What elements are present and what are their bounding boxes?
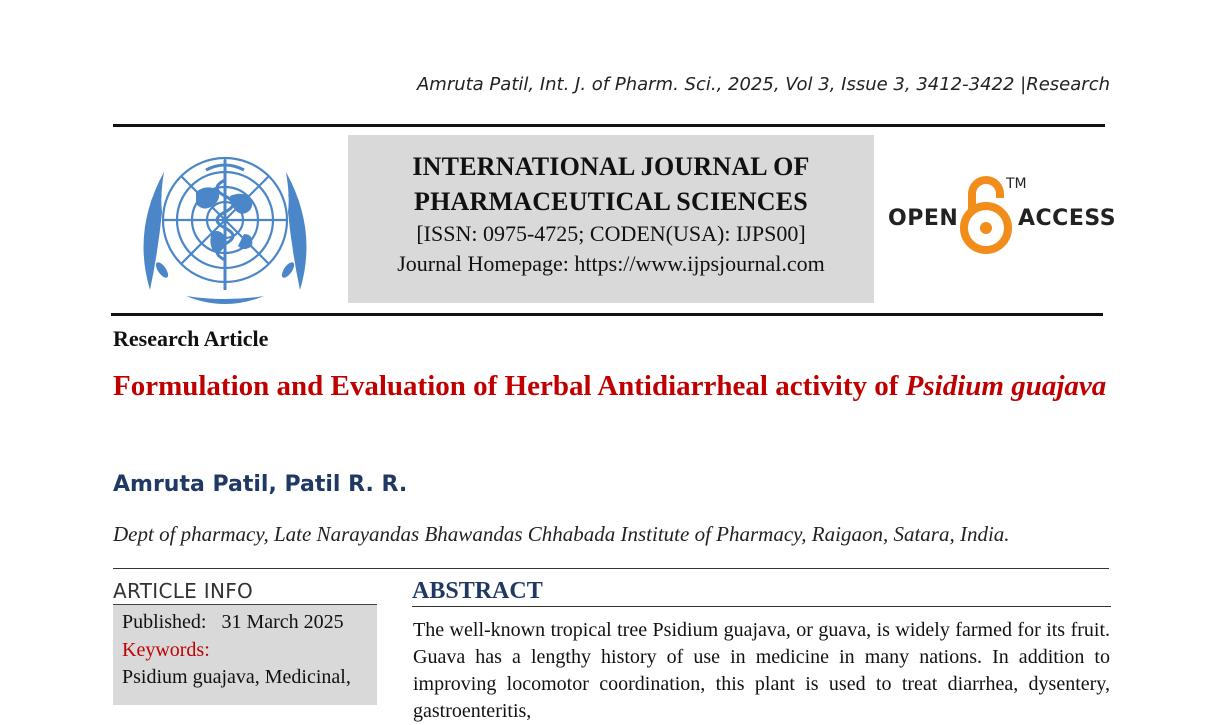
abstract-rule xyxy=(412,606,1111,607)
article-info-box xyxy=(113,604,377,705)
affiliation: Dept of pharmacy, Late Narayandas Bhawandas Chhabada Institute of Pharmacy, Raigaon, Satara, India. xyxy=(113,522,1010,546)
journal-title-line2: PHARMACEUTICAL SCIENCES xyxy=(414,187,808,216)
journal-title-line1: INTERNATIONAL JOURNAL OF xyxy=(412,152,810,181)
article-info-heading: ARTICLE INFO xyxy=(113,579,254,603)
article-title-species: Psidium guajava xyxy=(905,370,1107,402)
published-date: Published: 31 March 2025 xyxy=(122,611,344,633)
running-head: Amruta Patil, Int. J. of Pharm. Sci., 2025, Vol 3, Issue 3, 3412-3422 |Research xyxy=(416,74,1110,95)
open-access-logo xyxy=(886,172,1117,256)
abstract-heading: ABSTRACT xyxy=(412,578,543,604)
section-divider xyxy=(113,568,1109,569)
article-title xyxy=(113,366,1113,406)
header-rule-top xyxy=(113,124,1105,127)
keywords-label: Keywords: xyxy=(122,639,210,661)
open-access-access-text: ACCESS xyxy=(1018,206,1117,231)
trademark-mark: TM xyxy=(1006,176,1027,192)
authors: Amruta Patil, Patil R. R. xyxy=(113,472,408,497)
article-type: Research Article xyxy=(113,326,269,351)
un-emblem-logo xyxy=(126,140,324,306)
journal-homepage[interactable]: Journal Homepage: https://www.ijpsjournal.com xyxy=(397,251,825,276)
article-title-main: Formulation and Evaluation of Herbal Antidiarrheal activity of xyxy=(113,370,906,402)
journal-masthead xyxy=(348,135,874,303)
abstract-text: The well-known tropical tree Psidium guajava, or guava, is widely farmed for its fruit. Guava has a lengthy history of use in medicine in many nations. In addition to improving locomotor coordination, this plant is used to treat diarrhea, dysentery, gastroenteritis, xyxy=(413,619,1110,722)
keywords-list: Psidium guajava, Medicinal, xyxy=(122,666,351,688)
header-rule-bottom xyxy=(111,313,1103,316)
issn-line: [ISSN: 0975-4725; CODEN(USA): IJPS00] xyxy=(416,221,806,246)
open-access-open-text: OPEN xyxy=(888,206,959,231)
